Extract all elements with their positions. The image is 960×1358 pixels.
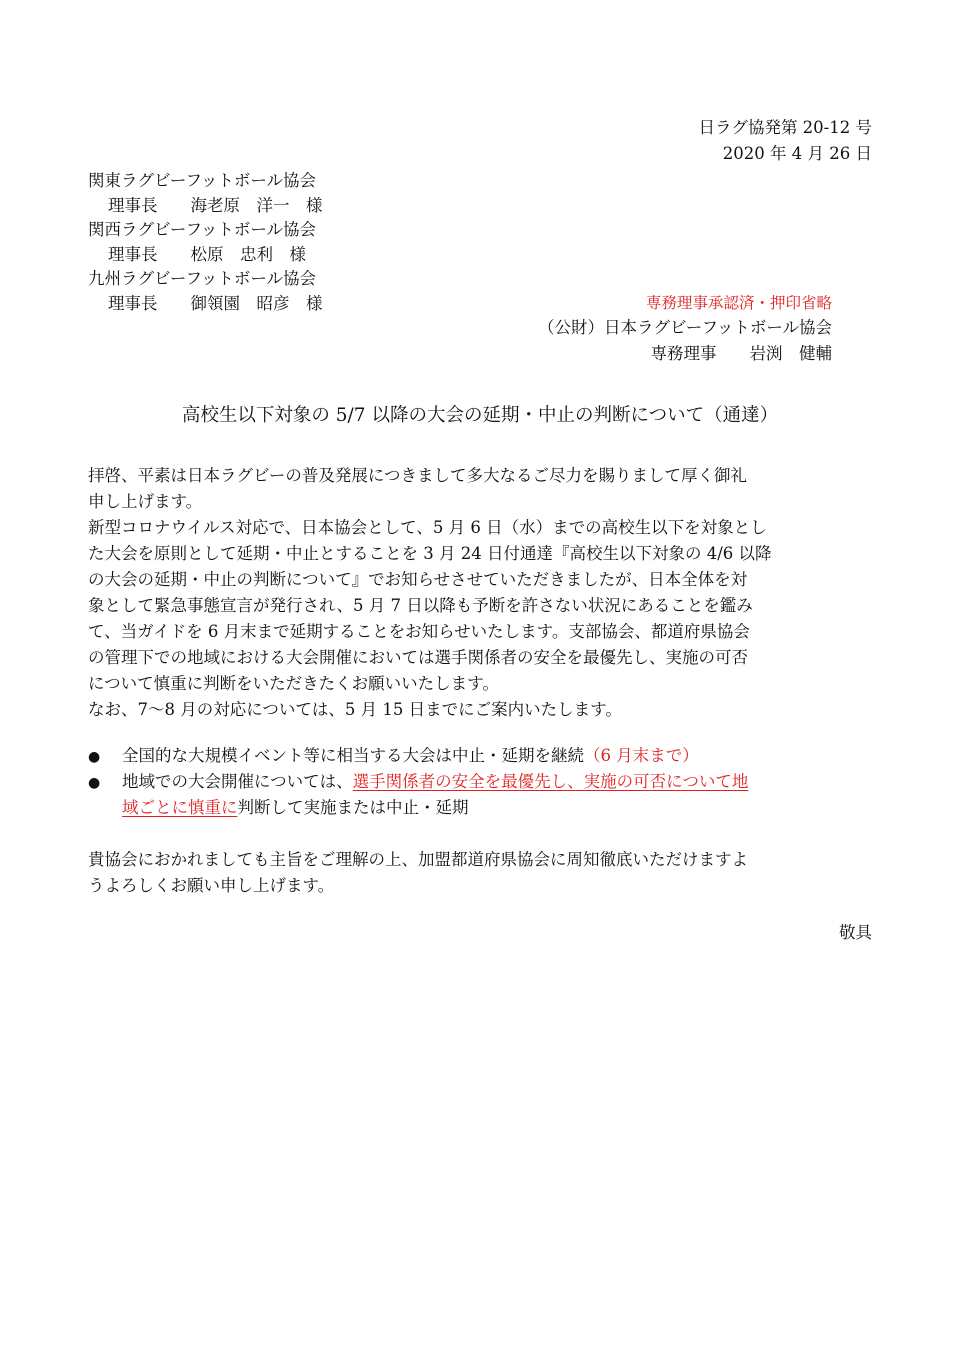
bullet-item [122, 748, 699, 765]
recipient-org-kanto: 関東ラグビーフットボール協会 [88, 171, 317, 190]
body-line: 象として緊急事態宣言が発行され、5 月 7 日以降も予断を許さない状況にあることを鑑み [88, 596, 753, 615]
bullet-dot-icon: ● [88, 749, 101, 765]
document-number: 日ラグ協発第 20-12 号 [698, 118, 872, 137]
seal-omitted-note: 専務理事承認済・押印省略 [645, 294, 832, 312]
bullet-item-continuation [122, 800, 469, 817]
bullet-emphasis-underlined: 域ごとに慎重に [122, 798, 238, 817]
closing-line: うよろしくお願い申し上げます。 [88, 876, 335, 895]
recipient-person-kyushu: 理事長 御領園 昭彦 様 [108, 294, 323, 313]
bullet-text: 全国的な大規模イベント等に相当する大会は中止・延期を継続 [122, 746, 584, 765]
bullet-emphasis-underlined: 選手関係者の安全を最優先し、実施の可否について地 [352, 772, 749, 791]
closing-signoff: 敬具 [839, 923, 872, 942]
bullet-text: 判断して実施または中止・延期 [237, 798, 469, 817]
closing-line: 貴協会におかれましても主旨をご理解の上、加盟都道府県協会に周知徹底いただけますよ [88, 850, 748, 869]
recipient-person-kansai: 理事長 松原 忠利 様 [108, 245, 306, 264]
body-line: の大会の延期・中止の判断について』でお知らせさせていただきましたが、日本全体を対 [88, 570, 748, 589]
sender-organization: （公財）日本ラグビーフットボール協会 [537, 318, 832, 337]
body-line: て、当ガイドを 6 月末まで延期することをお知らせいたします。支部協会、都道府県協会 [88, 622, 750, 641]
body-line: について慎重に判断をいただきたくお願いいたします。 [88, 674, 499, 693]
body-greeting-line: 拝啓、平素は日本ラグビーの普及発展につきまして多大なるご尽力を賜りまして厚く御礼 [88, 466, 748, 485]
recipient-person-kanto: 理事長 海老原 洋一 様 [108, 196, 323, 215]
recipient-org-kansai: 関西ラグビーフットボール協会 [88, 220, 317, 239]
body-line: なお、7〜8 月の対応については、5 月 15 日までにご案内いたします。 [88, 700, 622, 719]
document-title: 高校生以下対象の 5/7 以降の大会の延期・中止の判断について（通達） [181, 405, 779, 426]
body-line: た大会を原則として延期・中止とすることを 3 月 24 日付通達『高校生以下対象の 4/6 以降 [88, 544, 772, 563]
bullet-item [122, 774, 748, 791]
sender-name: 専務理事 岩渕 健輔 [650, 344, 832, 363]
bullet-dot-icon: ● [88, 775, 101, 791]
body-line: 新型コロナウイルス対応で、日本協会として、5 月 6 日（水）までの高校生以下を対象とし [88, 518, 767, 537]
document-date: 2020 年 4 月 26 日 [722, 144, 872, 163]
body-greeting-line: 申し上げます。 [88, 492, 203, 511]
body-line: の管理下での地域における大会開催においては選手関係者の安全を最優先し、実施の可否 [88, 648, 748, 667]
recipient-org-kyushu: 九州ラグビーフットボール協会 [88, 269, 317, 288]
bullet-emphasis: （6 月末まで） [584, 746, 699, 765]
bullet-text: 地域での大会開催については、 [122, 772, 353, 791]
